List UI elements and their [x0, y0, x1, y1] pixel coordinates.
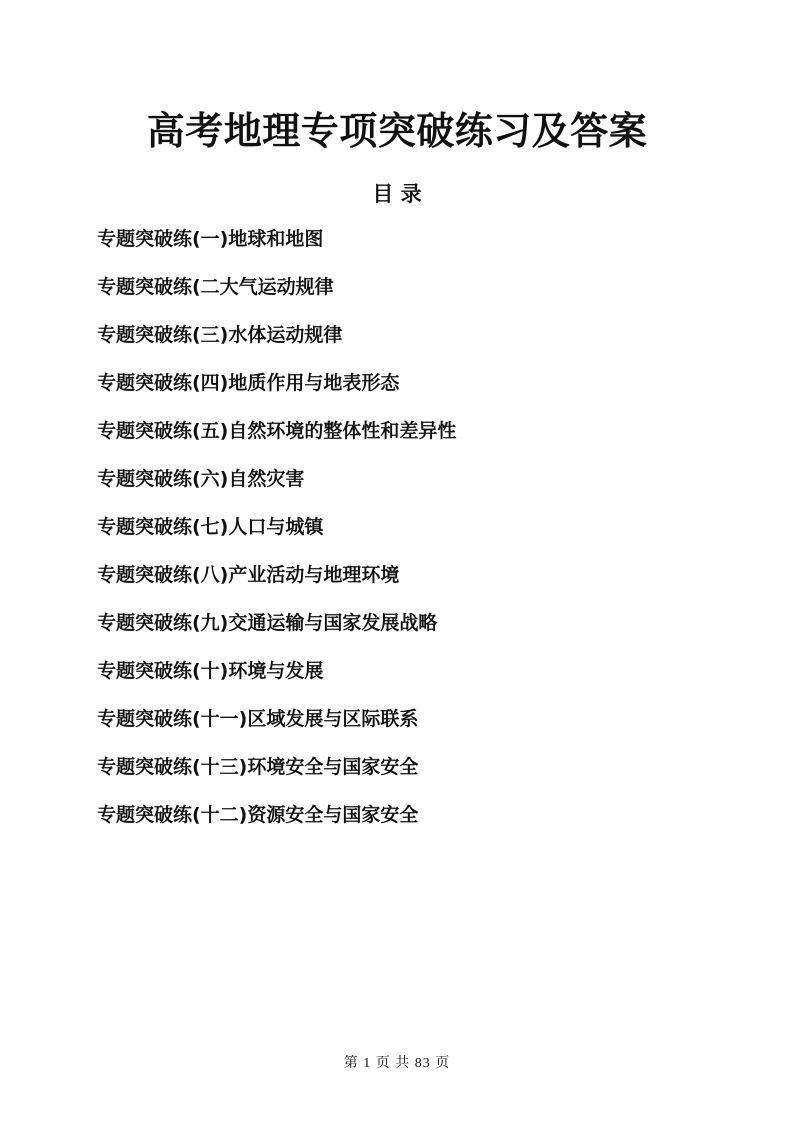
toc-item: 专题突破练(八)产业活动与地理环境	[97, 564, 400, 586]
toc-item: 专题突破练(五)自然环境的整体性和差异性	[97, 420, 457, 442]
document-title: 高考地理专项突破练习及答案	[146, 111, 648, 153]
toc-item: 专题突破练(十一)区域发展与区际联系	[97, 708, 419, 730]
toc-item: 专题突破练(十)环境与发展	[97, 660, 324, 682]
toc-item: 专题突破练(六)自然灾害	[97, 468, 305, 490]
toc-item: 专题突破练(九)交通运输与国家发展战略	[97, 612, 438, 634]
toc-item: 专题突破练(十三)环境安全与国家安全	[97, 756, 419, 778]
toc-heading: 目 录	[372, 182, 422, 206]
toc-item: 专题突破练(二大气运动规律	[97, 276, 334, 298]
toc-item: 专题突破练(七)人口与城镇	[97, 516, 324, 538]
page-number-indicator: 第 1 页 共 83 页	[343, 1056, 451, 1071]
toc-item: 专题突破练(三)水体运动规律	[97, 324, 343, 346]
toc-item: 专题突破练(十二)资源安全与国家安全	[97, 804, 419, 826]
toc-list	[97, 215, 754, 839]
toc-item: 专题突破练(四)地质作用与地表形态	[97, 372, 400, 394]
toc-item: 专题突破练(一)地球和地图	[97, 228, 324, 250]
